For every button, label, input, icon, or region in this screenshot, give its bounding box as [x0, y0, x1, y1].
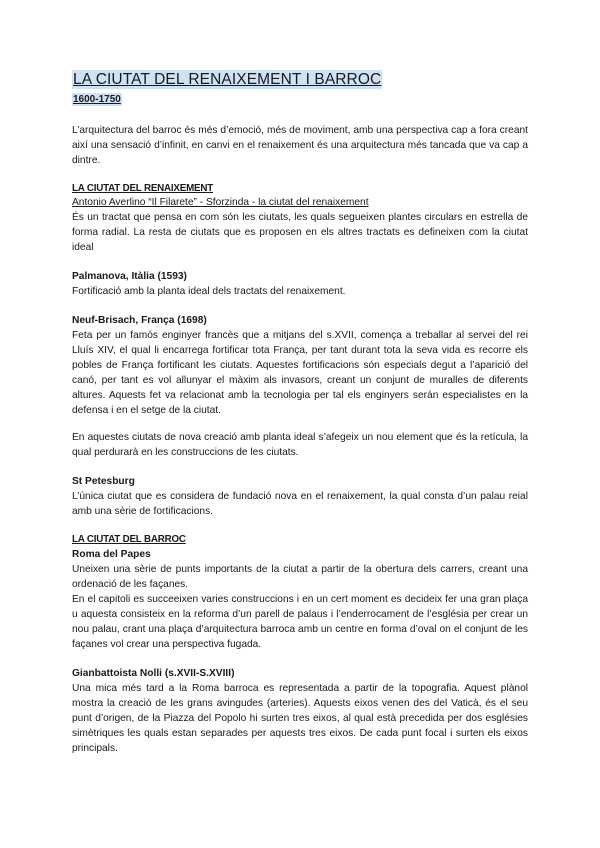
section-renaixement: [72, 182, 528, 519]
neuf-brisach-block: [72, 313, 528, 460]
section-heading-barroc: LA CIUTAT DEL BARROC: [72, 534, 186, 545]
neuf-brisach-paragraph: Feta per un famós enginyer francès que a mitjans del s.XVII, comença a treballar al servei del rei Lluís XIV, el qual li encarrega fortificar tota França, per tant durant tota la seva vida es recorre els pobles de França fortificant les ciutats. Aquestes fortificacions són especials degut a l’aparició del canó, per tant es vol allunyar el màxim als invasors, creant un conjunt de muralles de diferents altures. Aquests fet va relacionat amb la tecnologia per tal els enginyers serán especialistes en la defensa i en el setge de la ciutat.: [72, 330, 528, 416]
palmanova-paragraph: Fortificació amb la planta ideal dels tractats del renaixement.: [72, 286, 346, 297]
palmanova-heading: Palmanova, Itàlia (1593): [72, 271, 187, 282]
st-petesburg-block: [72, 474, 528, 519]
roma-paragraph-2: En el capitoli es succeeixen varies construccions i en un cert moment es decideix fer una gran plaça u aquesta consisteix en la reforma d’un parell de palaus i l’enderrocament de l’església per crear un nou palau, crant una plaça d’arquitectura barroca amb un centre en forma d’oval on el conjunt de les façanes vol crear una perspectiva fugada.: [72, 594, 528, 650]
nolli-heading: Gianbattoista Nolli (s.XVII-S.XVIII): [72, 668, 235, 679]
reticula-paragraph: En aquestes ciutats de nova creació amb planta ideal s’afegeix un nou element que és la retícula, la qual perdurarà en les construccions de les ciutats.: [72, 432, 528, 458]
palmanova-block: [72, 269, 528, 299]
renaixement-paragraph: És un tractat que pensa en com són les ciutats, les quals segueixen plantes circulars en estrella de forma radial. La resta de ciutats que es proposen en els altres tractats es defineixen com la ciutat ideal: [72, 212, 528, 253]
st-petesburg-paragraph: L’única ciutat que es considera de fundació nova en el renaixement, la qual consta d’un palau reial amb una sèrie de fortificacions.: [72, 491, 528, 517]
section-heading-renaixement: LA CIUTAT DEL RENAIXEMENT: [72, 183, 214, 194]
neuf-brisach-heading: Neuf-Brisach, França (1698): [72, 315, 207, 326]
nolli-block: [72, 666, 528, 756]
nolli-paragraph: Una mica més tard a la Roma barroca es representada a partir de la topografia. Aquest plànol mostra la creació de les grans avingudes (arteries). Aquests eixos venen des del Vaticà, és el seu punt d’origen, de la Piazza del Popolo hi surten tres eixos, al qual està precedida per dos esglésies simètriques les quals estan separades per aquests tres eixos. De cada punt focal i surten els eixos principals.: [72, 683, 528, 754]
roma-heading: Roma del Papes: [72, 549, 151, 560]
roma-paragraph-1: Uneixen una sèrie de punts importants de la ciutat a partir de la obertura dels carrers, creant una ordenació de les façanes.: [72, 564, 528, 590]
intro-paragraph: L’arquitectura del barroc és més d’emoció, més de moviment, amb una perspectiva cap a fora creant així una sensació d’infinit, en canvi en el renaixement és una arquitectura més tancada que va cap a dintre.: [72, 125, 528, 166]
page-title: LA CIUTAT DEL RENAIXEMENT I BARROC: [73, 71, 382, 88]
st-petesburg-heading: St Petesburg: [72, 476, 135, 487]
page-subtitle: 1600-1750: [73, 94, 121, 105]
source-reference: Antonio Averlino “Il Filarete” - Sforzinda - la ciutat del renaixement: [72, 197, 369, 208]
section-barroc: [72, 533, 528, 756]
document-page: [72, 70, 528, 756]
